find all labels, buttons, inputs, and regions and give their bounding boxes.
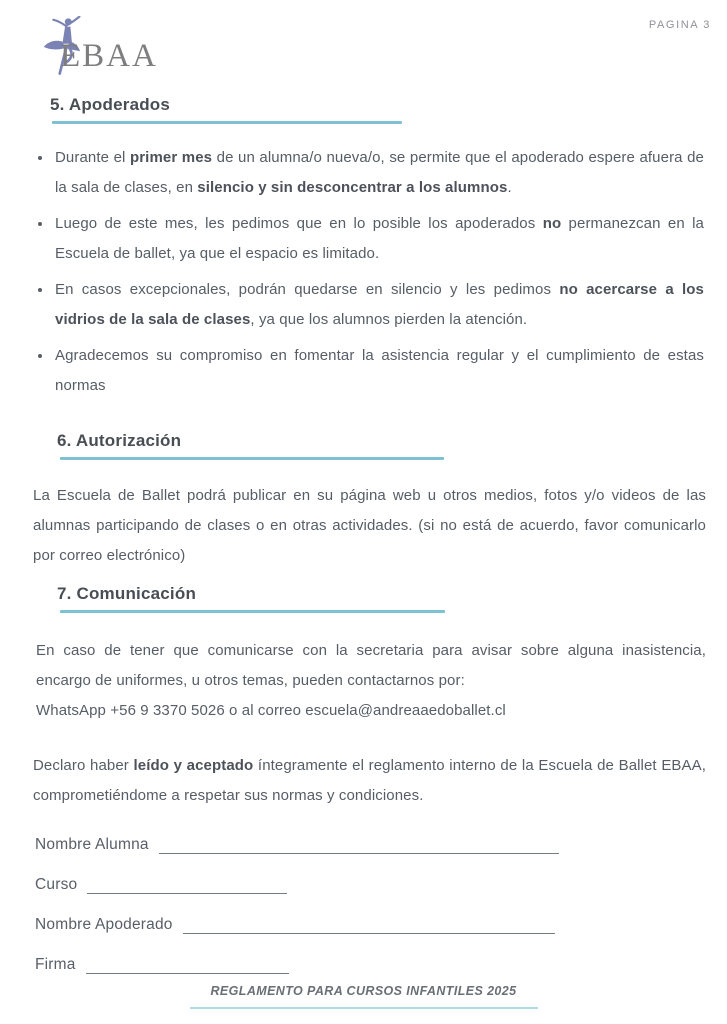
bullet-text: Luego de este mes, les pedimos que en lo posible los apoderados no permanezcan en la Escuela de ballet, ya que el espacio es limitado. xyxy=(55,215,704,262)
form-label: Nombre Apoderado xyxy=(35,916,173,933)
bullet-dot-icon xyxy=(38,288,42,292)
bullet-text: Agradecemos su compromiso en fomentar la asistencia regular y el cumplimiento de estas normas xyxy=(55,347,704,394)
bullet-item xyxy=(36,143,704,203)
ebaa-logo xyxy=(36,14,166,80)
footer-title: REGLAMENTO PARA CURSOS INFANTILES 2025 xyxy=(210,984,517,998)
bullet-dot-icon xyxy=(38,354,42,358)
form-row-firma xyxy=(35,954,289,974)
contact-line: WhatsApp +56 9 3370 5026 o al correo escuela@andreaaedoballet.cl xyxy=(36,702,506,719)
bullet-item xyxy=(36,341,704,401)
bullet-item xyxy=(36,275,704,335)
form-label: Nombre Alumna xyxy=(35,836,149,853)
section-7-text: En caso de tener que comunicarse con la secretaria para avisar sobre alguna inasistencia, encargo de uniformes, u otros temas, pueden contactarnos por: xyxy=(36,642,706,689)
form-label: Curso xyxy=(35,876,78,893)
bullet-list xyxy=(36,143,704,407)
footer-underline xyxy=(190,1007,538,1009)
nombre-alumna-field[interactable] xyxy=(159,837,559,854)
section-7-underline xyxy=(60,610,445,613)
declaration-text: Declaro haber leído y aceptado íntegramente el reglamento interno de la Escuela de Ballet EBAA, comprometiéndome a respetar sus normas y condiciones. xyxy=(33,757,707,804)
nombre-apoderado-field[interactable] xyxy=(183,917,555,934)
bullet-text: En casos excepcionales, podrán quedarse en silencio y les pedimos no acercarse a los vidrios de la sala de clases, ya que los alumnos pierden la atención. xyxy=(55,281,705,328)
bullet-dot-icon xyxy=(38,156,42,160)
firma-field[interactable] xyxy=(86,957,289,974)
form-row-nombre-alumna xyxy=(35,834,559,854)
section-6-title: 6. Autorización xyxy=(57,431,182,450)
bullet-item xyxy=(36,209,704,269)
form-label: Firma xyxy=(35,956,76,973)
section-5-title: 5. Apoderados xyxy=(50,95,171,114)
form-row-nombre-apoderado xyxy=(35,914,555,934)
bullet-text: Durante el primer mes de un alumna/o nueva/o, se permite que el apoderado espere afuera de la sala de clases, en silencio y sin desconcentrar a los alumnos. xyxy=(55,149,705,196)
section-6-paragraph: La Escuela de Ballet podrá publicar en su página web u otros medios, fotos y/o videos de las alumnas participando de clases o en otras actividades. (si no está de acuerdo, favor comunicarlo por correo electrónico) xyxy=(33,487,706,564)
curso-field[interactable] xyxy=(87,877,287,894)
section-6-underline xyxy=(60,457,444,460)
section-7-paragraph xyxy=(36,636,706,726)
page-number: PAGINA 3 xyxy=(648,19,711,31)
section-7-title: 7. Comunicación xyxy=(57,584,197,603)
bullet-dot-icon xyxy=(38,222,42,226)
section-5-underline xyxy=(52,121,402,124)
form-row-curso xyxy=(35,874,287,894)
footer xyxy=(0,982,727,1000)
logo-text: EBAA xyxy=(60,38,158,74)
